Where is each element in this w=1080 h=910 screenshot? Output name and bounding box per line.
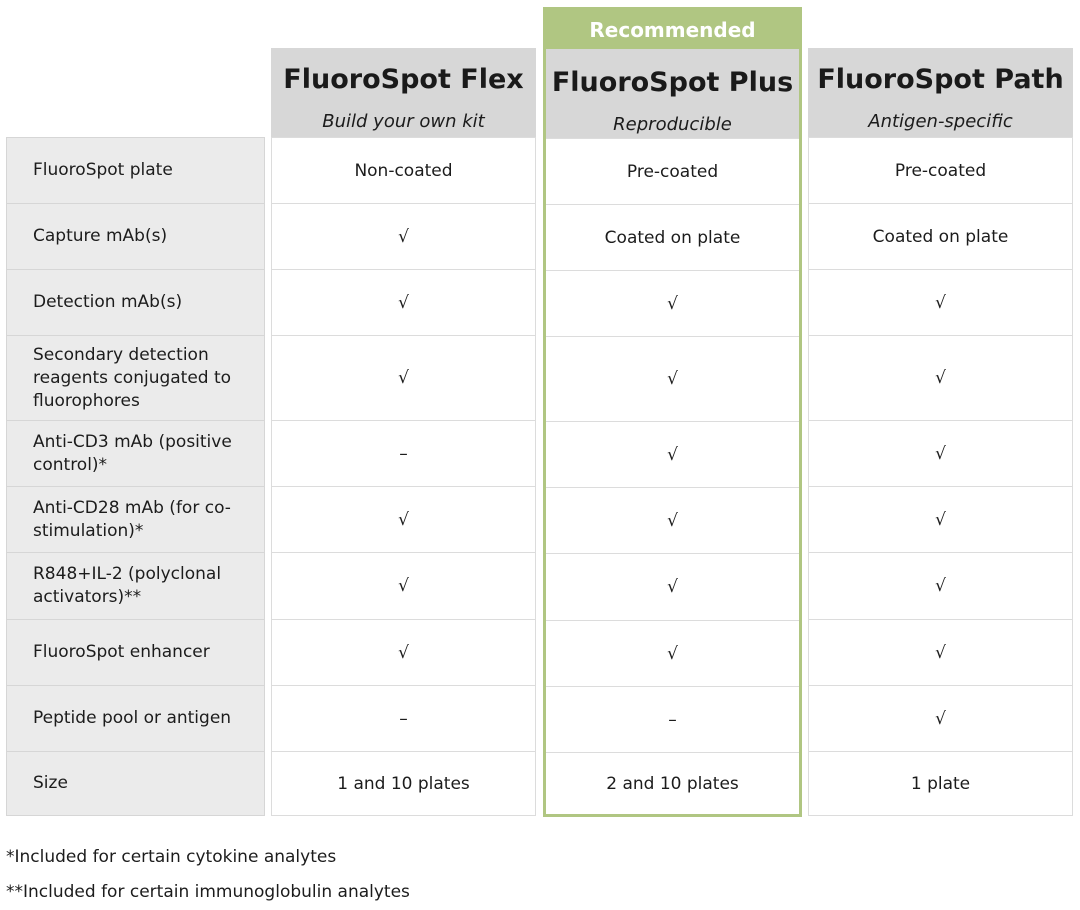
footnote-cytokine: *Included for certain cytokine analytes [6,847,337,867]
value-cell: √ [271,620,536,686]
value-cell: 1 and 10 plates [271,752,536,816]
footnote-immunoglobulin: **Included for certain immunoglobulin analytes [6,882,410,902]
product-header [546,49,799,138]
feature-label: Secondary detection reagents conjugated to fluorophores [6,336,265,421]
value-cell: √ [271,487,536,553]
feature-label: Anti-CD28 mAb (for co-stimulation)* [6,487,265,553]
feature-label: Size [6,752,265,816]
value-cell: Pre-coated [546,138,799,205]
value-cell: √ [546,554,799,621]
feature-label: FluoroSpot enhancer [6,620,265,686]
value-cell: √ [546,488,799,554]
value-cell: √ [808,421,1073,487]
feature-label: R848+IL-2 (polyclonal activators)** [6,553,265,620]
value-cell: √ [808,336,1073,421]
feature-label: Capture mAb(s) [6,204,265,270]
value-cell: √ [271,553,536,620]
feature-label: Peptide pool or antigen [6,686,265,752]
value-cell: √ [546,271,799,337]
value-cell: – [271,421,536,487]
feature-label: Anti-CD3 mAb (positive control)* [6,421,265,487]
value-cell: – [546,687,799,753]
value-cell: √ [808,686,1073,752]
value-cell: √ [808,553,1073,620]
feature-label: FluoroSpot plate [6,137,265,204]
product-column-plus [543,7,802,817]
value-cell: √ [808,487,1073,553]
value-cell: √ [546,621,799,687]
product-header [808,48,1073,137]
product-column-flex [271,48,536,816]
product-subtitle: Reproducible [613,114,732,135]
value-cell: √ [546,337,799,422]
product-header [271,48,536,137]
feature-label: Detection mAb(s) [6,270,265,336]
value-cell: √ [271,204,536,270]
value-cell: – [271,686,536,752]
product-title: FluoroSpot Flex [283,64,524,95]
product-subtitle: Antigen-specific [868,111,1013,132]
product-title: FluoroSpot Plus [551,67,794,98]
value-cell: √ [808,620,1073,686]
value-cell: 1 plate [808,752,1073,816]
product-subtitle: Build your own kit [322,111,485,132]
value-cell: √ [271,270,536,336]
value-cell: Pre-coated [808,137,1073,204]
recommended-badge: Recommended [545,9,800,49]
value-cell: √ [271,336,536,421]
value-cell: Coated on plate [546,205,799,271]
value-cell: Coated on plate [808,204,1073,270]
product-title: FluoroSpot Path [817,64,1064,95]
value-cell: 2 and 10 plates [546,753,799,814]
value-cell: Non-coated [271,137,536,204]
feature-label-column [6,137,265,816]
value-cell: √ [546,422,799,488]
product-column-path [808,48,1073,816]
value-cell: √ [808,270,1073,336]
